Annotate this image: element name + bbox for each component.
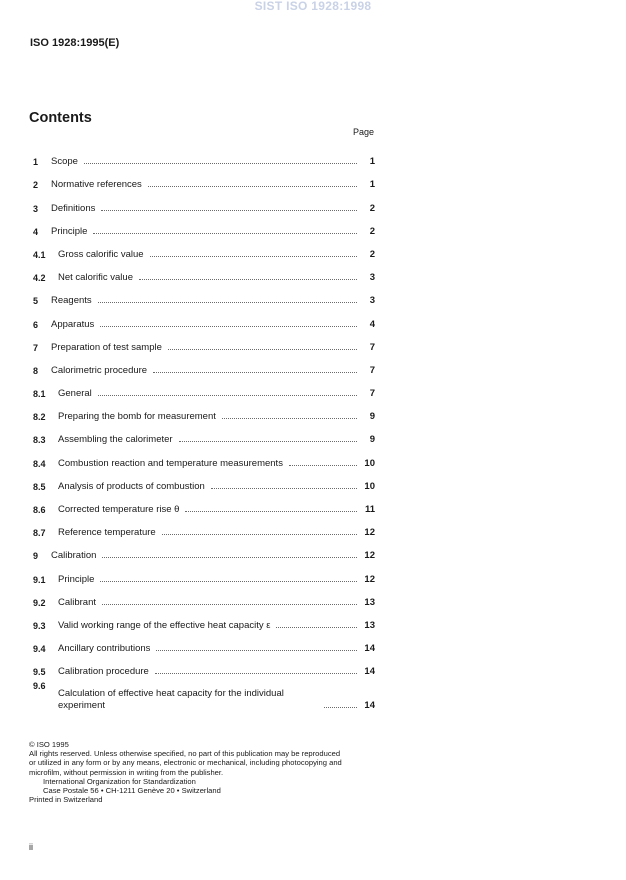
rights-line: All rights reserved. Unless otherwise specified, no part of this publication may be reproduced	[29, 749, 341, 759]
toc-entry-page: 14	[364, 643, 375, 655]
toc-entry-page: 14	[364, 700, 375, 712]
toc-entry-page: 12	[364, 573, 375, 585]
toc-entry[interactable]	[33, 353, 375, 376]
leader-dots	[102, 604, 357, 605]
toc-entry-title: Reference temperature	[58, 527, 156, 539]
toc-entry-title: General	[58, 388, 92, 400]
toc-entry-number: 3	[33, 203, 39, 214]
toc-entry-number: 9	[33, 551, 39, 562]
leader-dots	[211, 488, 357, 489]
toc-entry-page: 13	[364, 619, 375, 631]
toc-entry-title: Calorimetric procedure	[51, 364, 148, 376]
toc-entry[interactable]	[33, 260, 375, 283]
toc-entry[interactable]	[33, 167, 375, 190]
toc-entry-number: 4	[33, 226, 39, 237]
toc-entry-title: Principle	[58, 573, 95, 585]
toc-entry[interactable]	[33, 677, 375, 711]
document-id: ISO 1928:1995(E)	[30, 37, 120, 49]
toc-entry[interactable]	[33, 445, 375, 468]
toc-entry-number: 8.6	[33, 505, 46, 515]
toc-entry-title: Preparation of test sample	[51, 341, 162, 353]
leader-dots	[168, 349, 357, 350]
toc-entry-page: 9	[369, 434, 375, 446]
toc-entry[interactable]	[33, 538, 375, 561]
toc-entry-number: 9.1	[33, 574, 46, 585]
toc-entry-number: 8.1	[33, 389, 46, 400]
toc-entry-title: Scope	[51, 156, 78, 168]
page-number: ii	[29, 842, 33, 852]
toc-entry-title: Principle	[51, 225, 88, 237]
toc-entry[interactable]	[33, 214, 375, 237]
toc-entry[interactable]	[33, 585, 375, 608]
table-of-contents	[33, 144, 375, 711]
toc-entry-title: Calibrant	[58, 596, 97, 608]
toc-entry[interactable]	[33, 306, 375, 329]
leader-dots	[324, 707, 357, 708]
organization-name: International Organization for Standardization	[43, 776, 196, 786]
toc-entry[interactable]	[33, 283, 375, 306]
toc-entry-number: 8.2	[33, 412, 46, 423]
leader-dots	[222, 418, 357, 419]
toc-entry-page: 1	[369, 156, 375, 168]
toc-entry-number: 9.4	[33, 644, 46, 655]
toc-entry-page: 9	[369, 411, 375, 423]
contents-heading: Contents	[29, 110, 92, 126]
toc-entry[interactable]	[33, 190, 375, 213]
toc-entry-page: 2	[369, 225, 375, 237]
leader-dots	[156, 650, 357, 651]
toc-entry-title: Calibration procedure	[58, 666, 149, 678]
leader-dots	[100, 581, 357, 582]
toc-entry-number: 9.5	[33, 667, 46, 678]
toc-entry-page: 1	[369, 179, 375, 191]
leader-dots	[185, 511, 357, 512]
toc-entry-page: 2	[369, 202, 375, 214]
toc-entry-number: 6	[33, 319, 39, 330]
toc-entry-number: 9.6	[33, 681, 46, 692]
organization-address: Case Postale 56 • CH-1211 Genève 20 • Switzerland	[43, 786, 221, 796]
toc-entry-number: 8.4	[33, 458, 46, 469]
printed-in: Printed in Switzerland	[29, 795, 103, 805]
toc-entry-title: Combustion reaction and temperature measurements	[58, 457, 283, 469]
toc-entry-page: 7	[369, 388, 375, 400]
leader-dots	[139, 279, 357, 280]
toc-entry-page: 10	[364, 457, 375, 469]
toc-entry[interactable]	[33, 399, 375, 422]
toc-entry-title: Corrected temperature rise θ	[58, 504, 180, 515]
toc-entry-number: 8.3	[33, 435, 46, 446]
toc-entry-number: 7	[33, 342, 39, 353]
toc-entry-title: Assembling the calorimeter	[58, 434, 173, 446]
toc-entry-page: 13	[364, 596, 375, 608]
toc-entry[interactable]	[33, 330, 375, 353]
toc-entry[interactable]	[33, 654, 375, 677]
toc-entry-title: Reagents	[51, 295, 92, 307]
toc-entry-page: 3	[369, 272, 375, 284]
leader-dots	[102, 557, 357, 558]
leader-dots	[93, 233, 357, 234]
toc-entry-number: 9.2	[33, 597, 46, 608]
toc-entry-page: 3	[369, 295, 375, 307]
toc-entry[interactable]	[33, 469, 375, 492]
leader-dots	[148, 186, 357, 187]
leader-dots	[155, 673, 357, 674]
leader-dots	[162, 534, 357, 535]
toc-entry[interactable]	[33, 376, 375, 399]
toc-entry-title: Valid working range of the effective heat capacity ε	[58, 619, 271, 631]
toc-entry-page: 2	[369, 248, 375, 260]
toc-entry-page: 7	[369, 364, 375, 376]
watermark: SIST ISO 1928:1998	[254, 0, 372, 13]
toc-entry[interactable]	[33, 515, 375, 538]
toc-entry-title: Normative references	[51, 179, 142, 191]
toc-entry-number: 5	[33, 296, 39, 307]
toc-entry-title: Analysis of products of combustion	[58, 480, 205, 492]
toc-entry-number: 1	[33, 157, 39, 168]
page-column-label: Page	[353, 127, 375, 137]
toc-entry-page: 14	[364, 666, 375, 678]
toc-entry-title: Calculation of effective heat capacity for the individual experiment	[58, 688, 284, 711]
toc-entry[interactable]	[33, 237, 375, 260]
copyright-line: © ISO 1995	[29, 740, 69, 749]
leader-dots	[98, 395, 357, 396]
toc-entry-number: 4.1	[33, 249, 46, 260]
toc-entry[interactable]	[33, 492, 375, 515]
toc-entry-number: 4.2	[33, 273, 46, 284]
leader-dots	[289, 465, 357, 466]
leader-dots	[84, 163, 357, 164]
toc-entry[interactable]	[33, 144, 375, 167]
toc-entry-number: 9.3	[33, 620, 46, 631]
toc-entry[interactable]	[33, 561, 375, 584]
toc-entry-page: 7	[369, 341, 375, 353]
toc-entry-number: 8	[33, 365, 39, 376]
toc-entry-title: Net calorific value	[58, 272, 133, 284]
leader-dots	[150, 256, 357, 257]
rights-line: or utilized in any form or by any means, electronic or mechanical, including photocopying and	[29, 758, 342, 768]
toc-entry-title: Calibration	[51, 550, 97, 562]
toc-entry-number: 8.7	[33, 528, 46, 539]
toc-entry-title: Preparing the bomb for measurement	[58, 411, 216, 423]
toc-entry-page: 4	[369, 318, 375, 330]
toc-entry[interactable]	[33, 608, 375, 631]
rights-line: microfilm, without permission in writing from the publisher.	[29, 767, 224, 777]
toc-entry-page: 11	[364, 504, 375, 515]
leader-dots	[276, 627, 357, 628]
leader-dots	[100, 326, 357, 327]
toc-entry-page: 12	[364, 527, 375, 539]
toc-entry-title: Apparatus	[51, 318, 95, 330]
copyright-block	[29, 740, 379, 804]
leader-dots	[98, 302, 357, 303]
toc-entry[interactable]	[33, 422, 375, 445]
leader-dots	[153, 372, 357, 373]
toc-entry-title: Ancillary contributions	[58, 643, 151, 655]
toc-entry-number: 8.5	[33, 481, 46, 492]
toc-entry-page: 10	[364, 480, 375, 492]
leader-dots	[101, 210, 357, 211]
leader-dots	[179, 441, 357, 442]
toc-entry[interactable]	[33, 631, 375, 654]
toc-entry-title: Definitions	[51, 202, 96, 214]
toc-entry-number: 2	[33, 180, 39, 191]
toc-entry-title: Gross calorific value	[58, 248, 144, 260]
toc-entry-page: 12	[364, 550, 375, 562]
